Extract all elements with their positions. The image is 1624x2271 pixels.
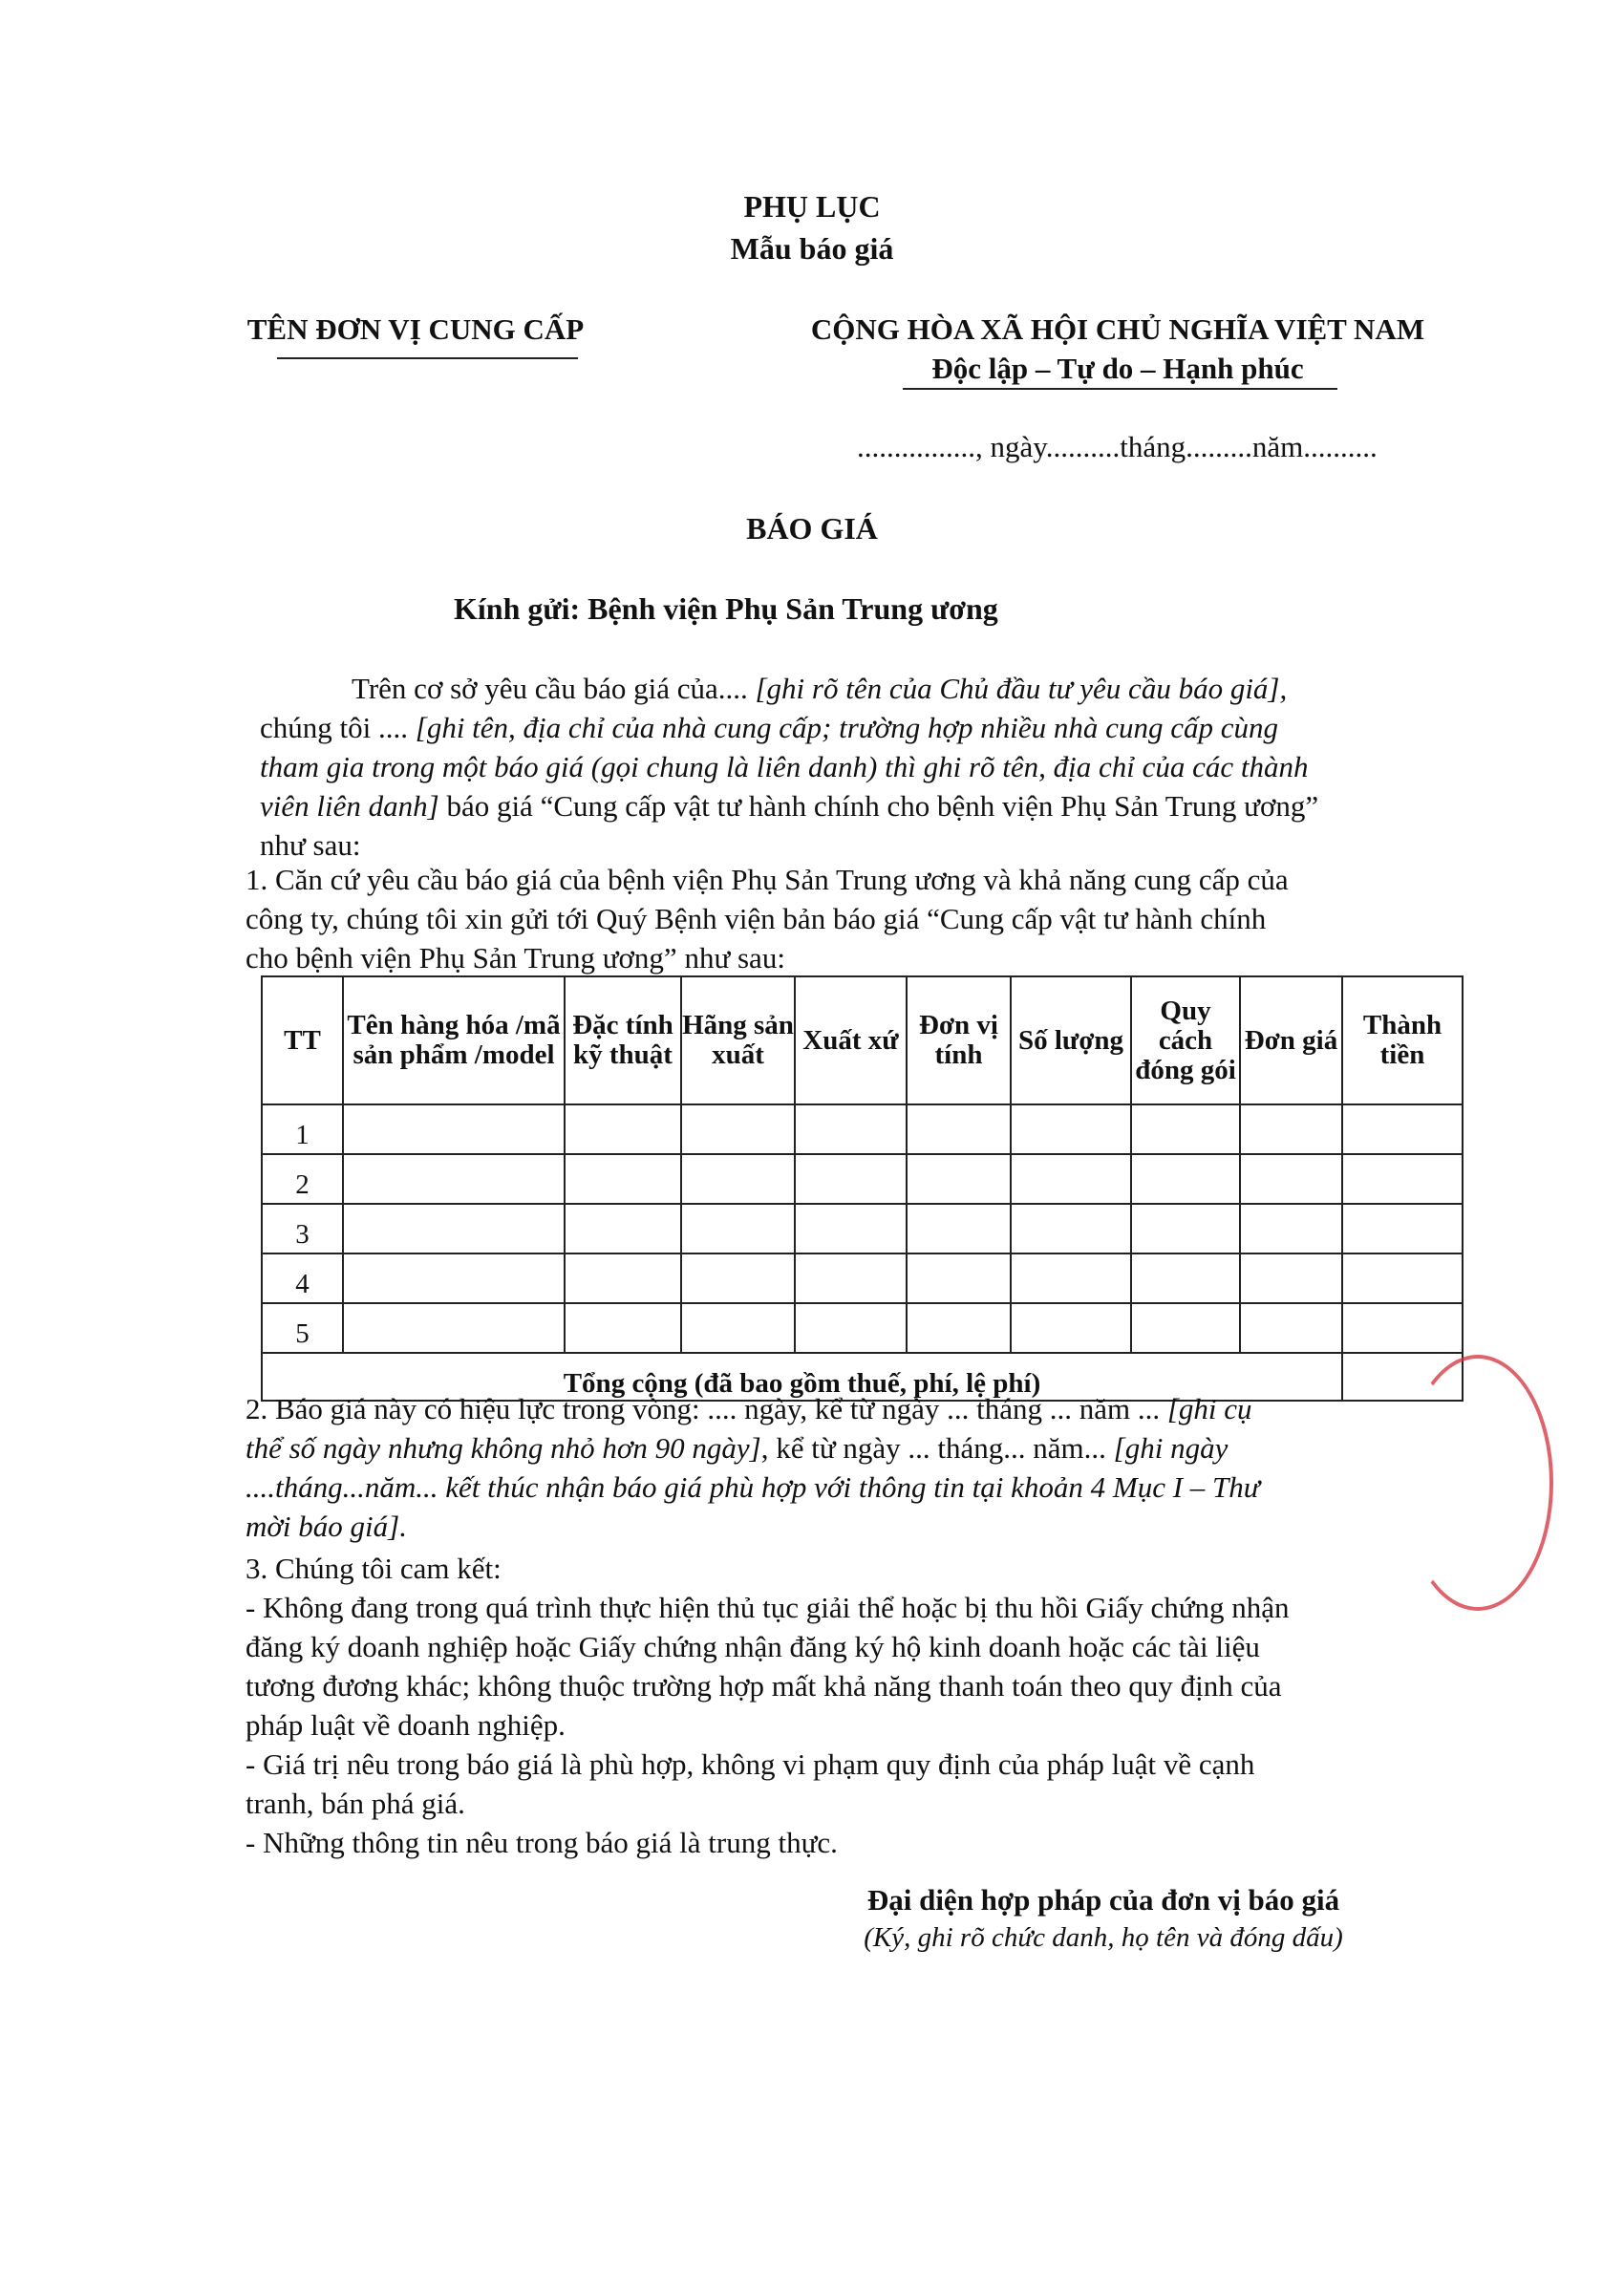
table-row	[262, 1154, 1463, 1204]
commitment-line: - Những thông tin nêu trong báo giá là trung thực.	[246, 1826, 838, 1859]
table-row	[262, 1253, 1463, 1303]
validity-note: ....tháng...năm... kết thúc nhận báo giá phù hợp với thông tin tại khoản 4 Mục I – Thư	[246, 1470, 1260, 1504]
row-number: 5	[262, 1303, 343, 1353]
column-header: Đơn giá	[1240, 976, 1342, 1104]
table-header-row	[262, 976, 1463, 1104]
commitment-line: - Giá trị nêu trong báo giá là phù hợp, không vi phạm quy định của pháp luật về cạnh	[246, 1747, 1255, 1781]
red-seal-stamp	[1402, 1355, 1553, 1611]
intro-note: [ghi tên, địa chỉ của nhà cung cấp; trường hợp nhiều nhà cung cấp cùng	[415, 711, 1278, 744]
row-number: 4	[262, 1253, 343, 1303]
section-1	[246, 860, 1478, 977]
row-number: 2	[262, 1154, 343, 1204]
intro-text: như sau:	[260, 828, 361, 862]
validity-note: [ghi ngày	[1113, 1431, 1229, 1465]
date-line: ................, ngày..........tháng.........năm..........	[857, 430, 1378, 463]
commitment-line: tương đương khác; không thuộc trường hợp mất khả năng thanh toán theo quy định của	[246, 1669, 1282, 1703]
quote-table	[261, 975, 1464, 1402]
section-1-line: công ty, chúng tôi xin gửi tới Quý Bệnh viện bản báo giá “Cung cấp vật tư hành chính	[246, 902, 1267, 935]
commitment-line: pháp luật về doanh nghiệp.	[246, 1708, 566, 1742]
recipient: Kính gửi: Bệnh viện Phụ Sản Trung ương	[454, 591, 998, 626]
section-2	[246, 1389, 1478, 1546]
signature-note: (Ký, ghi rõ chức danh, họ tên và đóng dấu)	[864, 1922, 1343, 1953]
table-row	[262, 1104, 1463, 1154]
intro-note: [ghi rõ tên của Chủ đầu tư yêu cầu báo giá],	[755, 672, 1288, 705]
commitment-heading: 3. Chúng tôi cam kết:	[246, 1552, 502, 1585]
validity-note: thể số ngày nhưng không nhỏ hơn 90 ngày]	[246, 1431, 761, 1465]
commitment-line: - Không đang trong quá trình thực hiện thủ tục giải thể hoặc bị thu hồi Giấy chứng nhận	[246, 1591, 1290, 1624]
supplier-name-placeholder: TÊN ĐƠN VỊ CUNG CẤP	[246, 312, 585, 346]
section-1-line: 1. Căn cứ yêu cầu báo giá của bệnh viện Phụ Sản Trung ương và khả năng cung cấp của	[246, 863, 1289, 896]
intro-text: Trên cơ sở yêu cầu báo giá của....	[352, 672, 748, 705]
appendix-title: PHỤ LỤC	[743, 189, 881, 224]
column-header: Quy cách đóng gói	[1131, 976, 1240, 1104]
column-header: TT	[262, 976, 343, 1104]
signature-title: Đại diện hợp pháp của đơn vị báo giá	[866, 1883, 1340, 1917]
column-header: Xuất xứ	[795, 976, 907, 1104]
validity-note: mời báo giá].	[246, 1510, 407, 1543]
intro-text: chúng tôi ....	[260, 711, 408, 744]
total-label: Tổng cộng (đã bao gồm thuế, phí, lệ phí)	[262, 1353, 1342, 1401]
row-number: 3	[262, 1204, 343, 1253]
intro-text: báo giá “Cung cấp vật tư hành chính cho bệnh viện Phụ Sản Trung ương”	[446, 789, 1319, 823]
table-row	[262, 1303, 1463, 1353]
appendix-subtitle: Mẫu báo giá	[730, 231, 894, 266]
column-header: Số lượng	[1011, 976, 1131, 1104]
motto-underline	[903, 388, 1337, 390]
column-header: Hãng sản xuất	[681, 976, 795, 1104]
column-header: Đặc tính kỹ thuật	[565, 976, 681, 1104]
intro-paragraph	[260, 669, 1473, 865]
table-row	[262, 1204, 1463, 1253]
nation-motto: Độc lập – Tự do – Hạnh phúc	[931, 352, 1304, 385]
section-3	[246, 1549, 1478, 1862]
validity-text: 2. Báo giá này có hiệu lực trong vòng: .... ngày, kể từ ngày ... tháng ... năm ...	[246, 1392, 1161, 1425]
section-1-line: cho bệnh viện Phụ Sản Trung ương” như sau:	[246, 941, 785, 975]
validity-text: , kể từ ngày ... tháng... năm...	[760, 1431, 1106, 1465]
nation-heading: CỘNG HÒA XÃ HỘI CHỦ NGHĨA VIỆT NAM	[810, 312, 1425, 346]
document-title: BÁO GIÁ	[746, 511, 878, 546]
intro-note: tham gia trong một báo giá (gọi chung là liên danh) thì ghi rõ tên, địa chỉ của các thành	[260, 750, 1309, 783]
column-header: Thành tiền	[1342, 976, 1463, 1104]
commitment-line: đăng ký doanh nghiệp hoặc Giấy chứng nhận đăng ký hộ kinh doanh hoặc các tài liệu	[246, 1630, 1260, 1663]
supplier-underline	[277, 357, 578, 359]
column-header: Đơn vị tính	[907, 976, 1011, 1104]
commitment-line: tranh, bán phá giá.	[246, 1787, 465, 1820]
validity-note: [ghi cụ	[1166, 1392, 1252, 1425]
column-header: Tên hàng hóa /mã sản phẩm /model	[343, 976, 565, 1104]
intro-note: viên liên danh]	[260, 789, 439, 823]
row-number: 1	[262, 1104, 343, 1154]
